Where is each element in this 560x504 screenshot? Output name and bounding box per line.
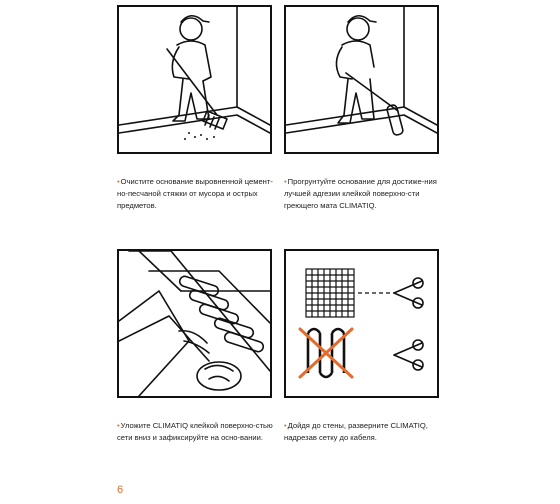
step-2-caption [284,176,444,212]
sweeping-figure-icon [119,7,270,152]
illustration-laying-mat [117,249,272,398]
step-3-caption [117,420,277,444]
roller-figure-icon [286,7,437,152]
mesh-scissors-icon [286,251,437,396]
illustration-priming [284,5,439,154]
step-text: Очистите основание выровненной цемент-но-песчаной стяжки от мусора и острых предметов. [117,177,273,210]
step-4-caption [284,420,444,444]
scissors-icon [394,278,423,308]
bullet: • [284,421,287,430]
step-text: Уложите CLIMATIQ клейкой поверхно-стью сети вниз и зафиксируйте на осно-вании. [117,421,273,442]
illustration-sweeping [117,5,272,154]
illustration-cutting-mesh [284,249,439,398]
bullet: • [117,177,120,186]
step-text: Прогрунтуйте основание для достиже-ния лучшей адгезии клейкой поверхно-сти греющего мата CLIMATIQ. [284,177,437,210]
mat-roll-icon [119,251,270,396]
bullet: • [284,177,287,186]
step-text: Дойдя до стены, разверните CLIMATIQ, надрезав сетку до кабеля. [284,421,428,442]
step-1-caption [117,176,277,212]
bullet: • [117,421,120,430]
page-number: 6 [117,484,124,496]
